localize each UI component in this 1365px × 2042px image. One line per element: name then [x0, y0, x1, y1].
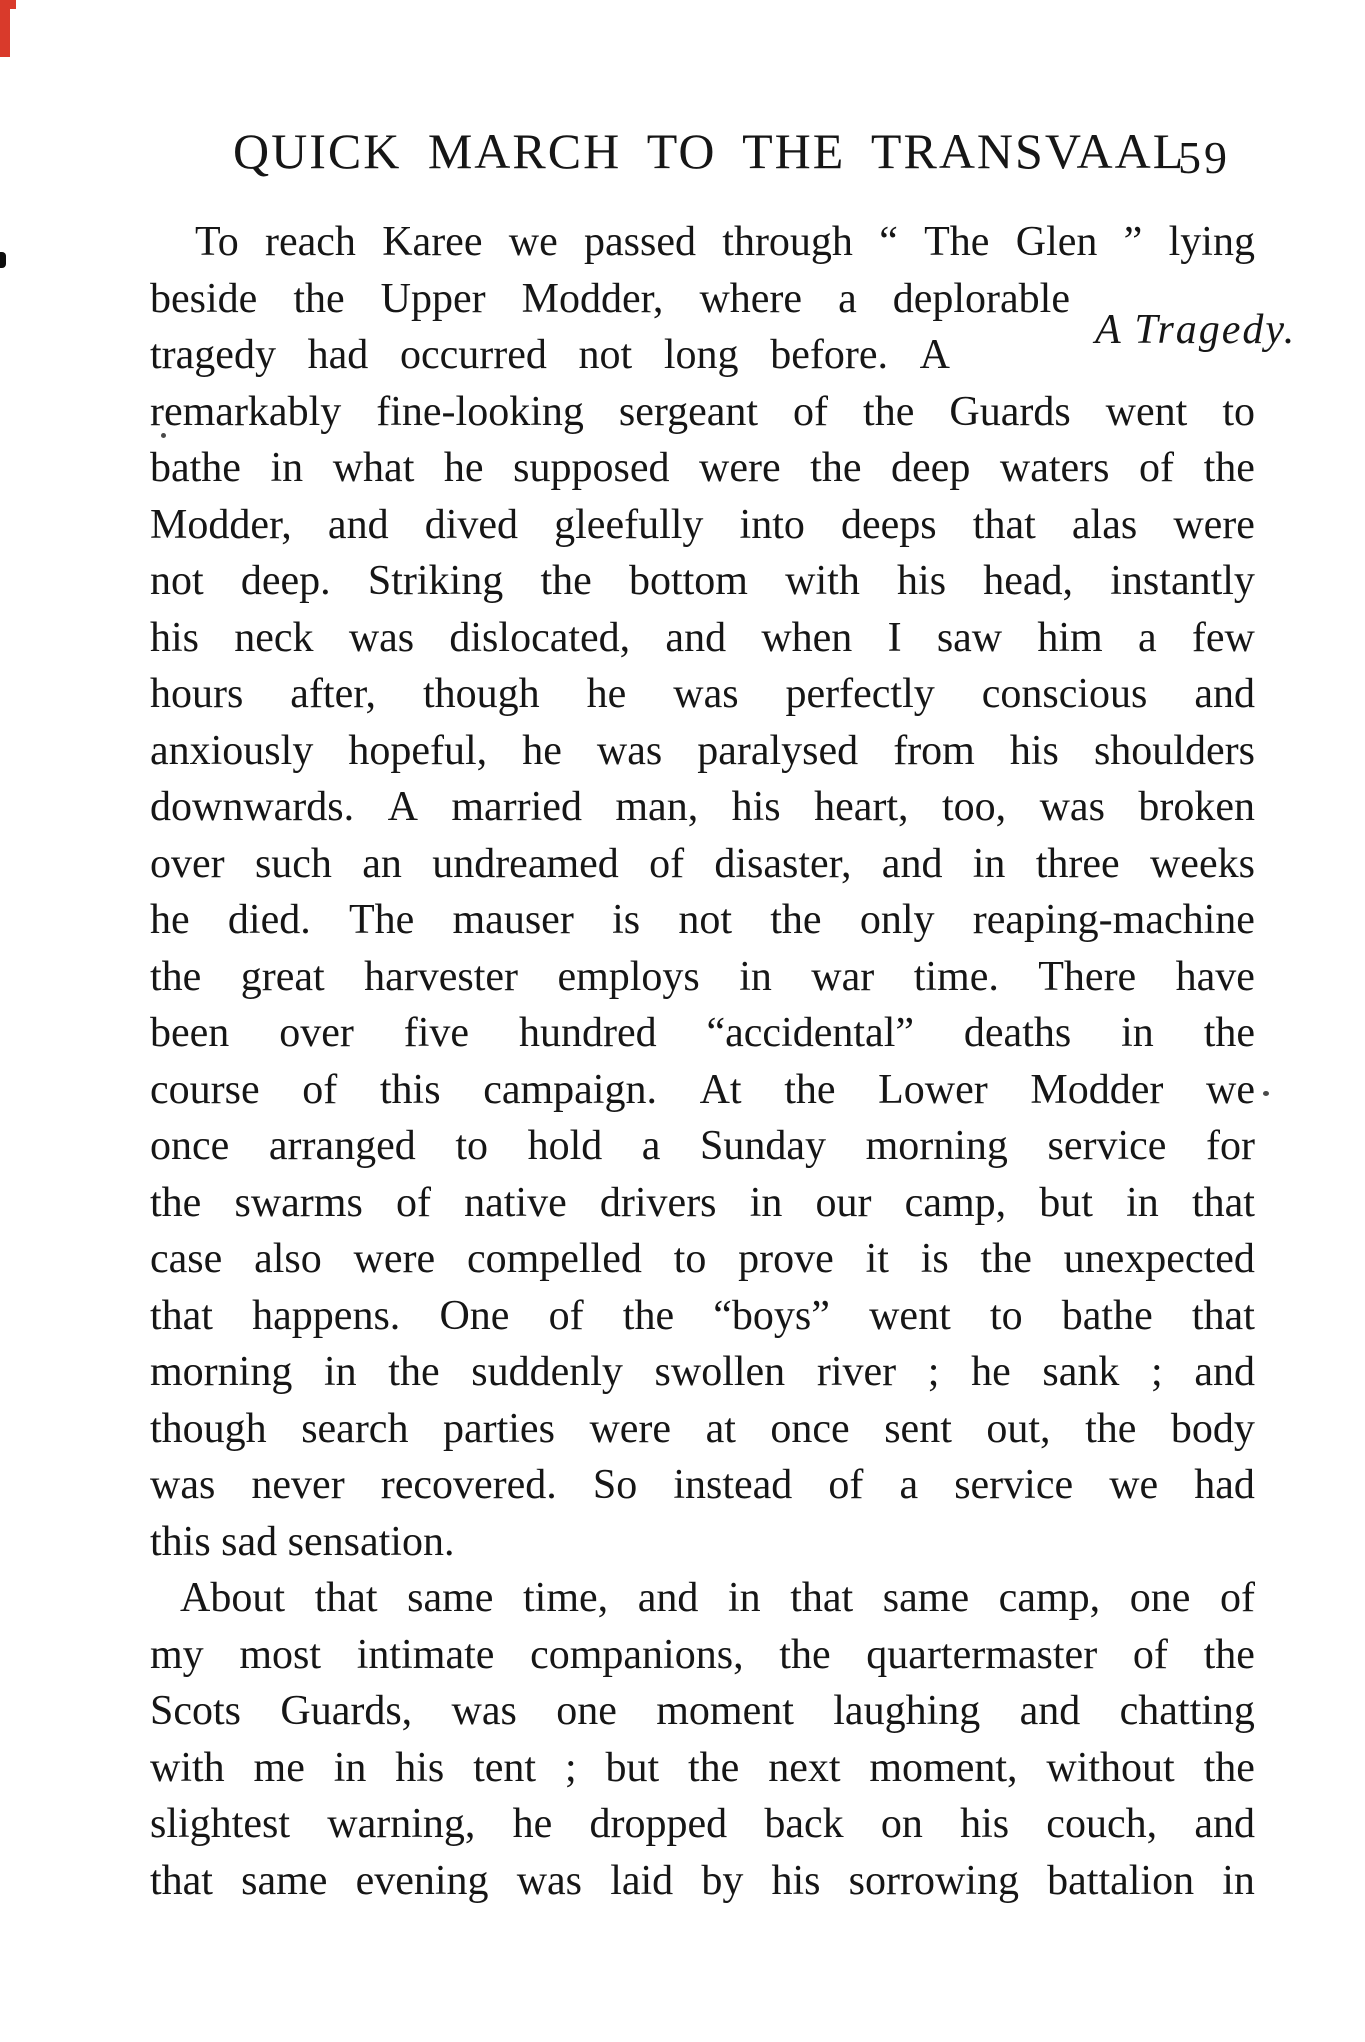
text-line: though search parties were at once sent out, the body	[150, 1406, 1255, 1452]
text-line: slightest warning, he dropped back on his couch, and	[150, 1801, 1255, 1847]
text-line: this sad sensation.	[150, 1519, 455, 1565]
text-line: downwards. A married man, his heart, too, was broken	[150, 784, 1255, 830]
text-line: once arranged to hold a Sunday morning service for	[150, 1123, 1255, 1169]
text-line: the great harvester employs in war time. There have	[150, 954, 1255, 1000]
text-line: with me in his tent ; but the next moment, without the	[150, 1745, 1255, 1791]
text-line: remarkably fine-looking sergeant of the Guards went to	[150, 389, 1255, 435]
running-header	[233, 122, 1273, 180]
scan-speck	[1263, 1091, 1269, 1096]
text-line: beside the Upper Modder, where a deplorable	[150, 276, 1070, 322]
text-line: hours after, though he was perfectly conscious and	[150, 671, 1255, 717]
text-line: Scots Guards, was one moment laughing and chatting	[150, 1688, 1255, 1734]
text-line: course of this campaign. At the Lower Modder we	[150, 1067, 1255, 1113]
text-line: anxiously hopeful, he was paralysed from his shoulders	[150, 728, 1255, 774]
text-line: he died. The mauser is not the only reaping-machine	[150, 897, 1255, 943]
text-line: was never recovered. So instead of a service we had	[150, 1462, 1255, 1508]
text-line: tragedy had occurred not long before. A	[150, 332, 950, 378]
text-line: To reach Karee we passed through “ The Glen ” lying	[195, 219, 1255, 265]
text-line: morning in the suddenly swollen river ; he sank ; and	[150, 1349, 1255, 1395]
text-line: bathe in what he supposed were the deep waters of the	[150, 445, 1255, 491]
scan-ink-smudge	[0, 252, 6, 268]
text-line: his neck was dislocated, and when I saw him a few	[150, 615, 1255, 661]
text-line: Modder, and dived gleefully into deeps that alas were	[150, 502, 1255, 548]
text-line: been over five hundred “accidental” deaths in the	[150, 1010, 1255, 1056]
text-line: the swarms of native drivers in our camp, but in that	[150, 1180, 1255, 1226]
text-line: not deep. Striking the bottom with his head, instantly	[150, 558, 1255, 604]
margin-note: A Tragedy.	[1095, 307, 1297, 353]
scan-red-mark-vertical	[0, 0, 10, 57]
text-line: that same evening was laid by his sorrowing battalion in	[150, 1858, 1255, 1904]
scan-red-mark-corner	[10, 0, 16, 9]
text-line: my most intimate companions, the quartermaster of the	[150, 1632, 1255, 1678]
text-line: About that same time, and in that same camp, one of	[180, 1575, 1255, 1621]
text-line: over such an undreamed of disaster, and in three weeks	[150, 841, 1255, 887]
text-line: that happens. One of the “boys” went to bathe that	[150, 1293, 1255, 1339]
text-line: case also were compelled to prove it is the unexpected	[150, 1236, 1255, 1282]
page-number: 59	[1178, 132, 1230, 183]
chapter-title: QUICK MARCH TO THE TRANSVAAL	[233, 123, 1186, 179]
